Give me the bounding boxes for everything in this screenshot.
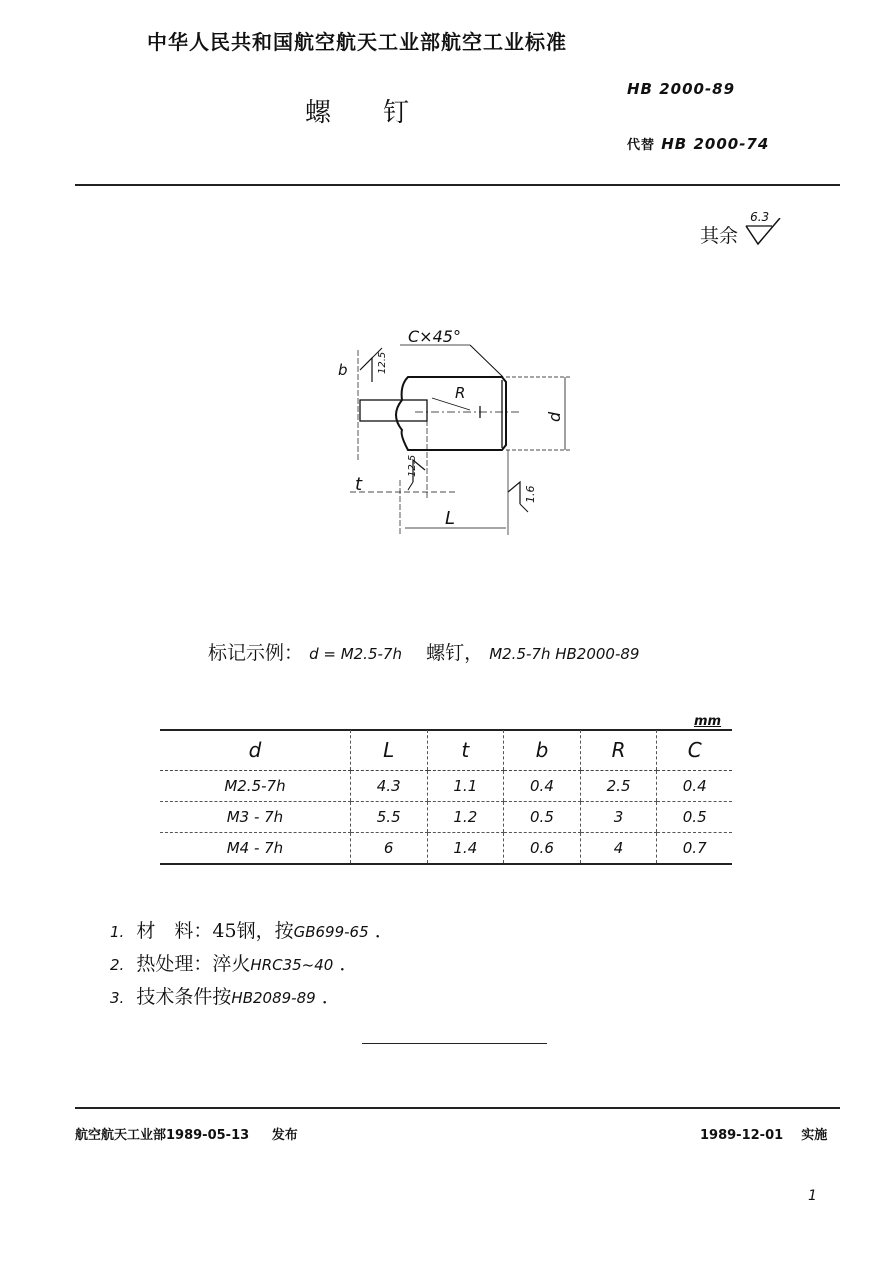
note-ref: HB2089-89: [231, 989, 316, 1007]
technical-notes: [110, 915, 394, 1014]
note-item: [110, 948, 394, 981]
cell: 0.4: [504, 771, 581, 802]
doc-title: 螺 钉: [305, 98, 410, 128]
cell: M4 - 7h: [160, 833, 350, 865]
cell: 1.4: [427, 833, 504, 865]
replaces-line: [627, 134, 769, 153]
header-r: R: [580, 730, 657, 771]
effective-line: [700, 1124, 827, 1143]
note-label: 技术条件按: [136, 986, 232, 1008]
issued-label: 发布: [271, 1128, 298, 1143]
note-end: ．: [374, 920, 394, 942]
marking-spec: d = M2.5-7h: [309, 645, 402, 663]
footer-rule: [75, 1107, 840, 1109]
cell: M3 - 7h: [160, 802, 350, 833]
cell: 4.3: [350, 771, 427, 802]
table-header-row: [160, 730, 732, 771]
note-number: 1.: [110, 923, 125, 941]
cell: 4: [580, 833, 657, 865]
note-item: [110, 981, 394, 1014]
cell: 5.5: [350, 802, 427, 833]
note-ref: GB699-65: [293, 923, 369, 941]
note-label: 材 料：45钢，按: [136, 920, 294, 942]
roughness-symbol-icon: [744, 210, 788, 248]
r-label: R: [455, 384, 466, 402]
cell: 0.7: [657, 833, 732, 865]
screw-drawing: [320, 320, 580, 550]
effective-date: 1989-12-01: [700, 1128, 784, 1143]
header-d: d: [160, 730, 350, 771]
header-c: C: [657, 730, 732, 771]
t-label: t: [355, 474, 363, 495]
table-row: [160, 802, 732, 833]
header-b: b: [504, 730, 581, 771]
note-number: 3.: [110, 989, 125, 1007]
cell: 3: [580, 802, 657, 833]
cell: M2.5-7h: [160, 771, 350, 802]
table-row: [160, 771, 732, 802]
cell: 0.5: [657, 802, 732, 833]
note-item: [110, 915, 394, 948]
b-roughness: 12.5: [377, 351, 388, 374]
b-label: b: [338, 361, 348, 379]
note-label: 热处理：淬火: [136, 953, 251, 975]
replaces-label: 代替: [627, 138, 656, 153]
table-row: [160, 833, 732, 865]
issued-by: 航空航天工业部1989-05-13: [75, 1128, 250, 1143]
note-end: ．: [339, 953, 359, 975]
header-l: L: [350, 730, 427, 771]
chamfer-label: C×45°: [408, 327, 461, 346]
roughness-note: [700, 210, 788, 248]
cell: 1.1: [427, 771, 504, 802]
marking-designation: M2.5-7h HB2000-89: [489, 645, 640, 663]
note-ref: HRC35~40: [250, 956, 334, 974]
cell: 6: [350, 833, 427, 865]
issued-line: [75, 1124, 298, 1143]
cell: 1.2: [427, 802, 504, 833]
end-rule: [362, 1043, 547, 1044]
note-end: ．: [321, 986, 341, 1008]
cell: 0.5: [504, 802, 581, 833]
table-unit: mm: [694, 714, 722, 729]
cell: 2.5: [580, 771, 657, 802]
d-label: d: [545, 411, 564, 422]
end-roughness: 1.6: [524, 485, 537, 503]
note-number: 2.: [110, 956, 125, 974]
header-rule: [75, 184, 840, 186]
l-label: L: [445, 508, 456, 529]
roughness-label: 其余: [700, 225, 739, 247]
roughness-value: 6.3: [750, 210, 770, 224]
marking-name: 螺钉: [426, 642, 465, 664]
marking-label: 标记示例：: [208, 642, 304, 664]
cell: 0.4: [657, 771, 732, 802]
dimension-table: [160, 730, 732, 865]
t-roughness: 12.5: [407, 454, 418, 477]
org-title: 中华人民共和国航空航天工业部航空工业标准: [147, 30, 567, 54]
marking-example: 标记示例： d = M2.5-7h 螺钉， M2.5-7h HB2000-89: [208, 642, 640, 664]
page-number: 1: [808, 1188, 817, 1204]
header-t: t: [427, 730, 504, 771]
effective-label: 实施: [801, 1128, 828, 1143]
standard-number: HB 2000-89: [627, 80, 736, 98]
replaces-number: HB 2000-74: [661, 135, 770, 153]
cell: 0.6: [504, 833, 581, 865]
